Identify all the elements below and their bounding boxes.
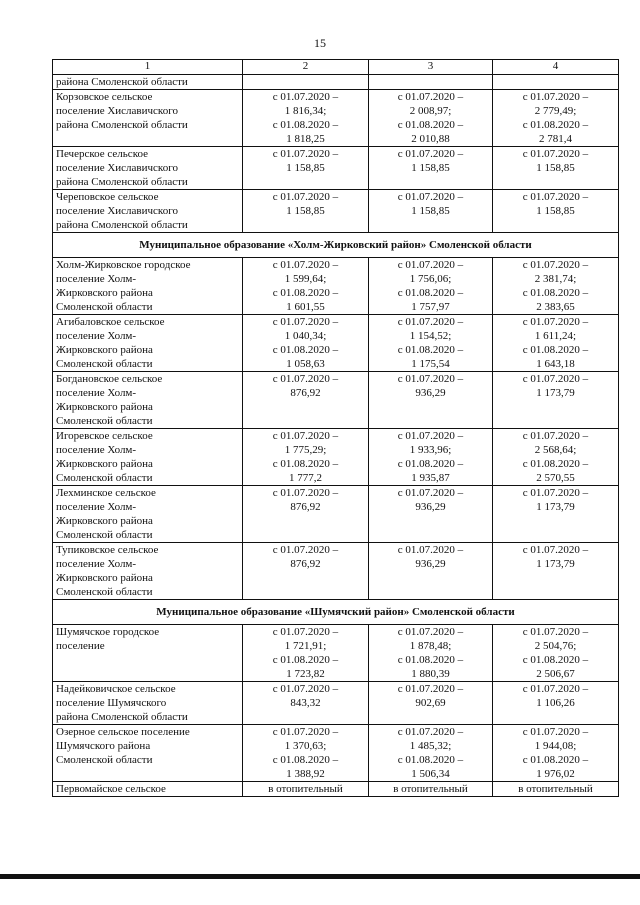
cell-line: 2 008,97;	[409, 105, 452, 117]
cell-line: 1 599,64;	[284, 273, 327, 285]
cell-line: 1 485,32;	[409, 740, 452, 752]
section-row	[53, 600, 619, 625]
tariff-cell-col4	[493, 90, 619, 147]
tariff-cell-col4	[493, 725, 619, 782]
cell-line: с 01.07.2020 –	[272, 316, 339, 328]
cell-line: 1 173,79	[536, 501, 575, 513]
cell-line: 2 506,67	[536, 668, 575, 680]
column-header-4: 4	[493, 60, 619, 75]
tariff-cell-col4	[493, 486, 619, 543]
cell-line: района Смоленской области	[56, 176, 188, 188]
cell-line: с 01.07.2020 –	[272, 91, 339, 103]
cell-line: с 01.08.2020 –	[397, 344, 464, 356]
table-row	[53, 543, 619, 600]
cell-line: 2 779,49;	[534, 105, 577, 117]
cell-line: 1 723,82	[286, 668, 325, 680]
cell-line: 876,92	[290, 501, 321, 513]
tariff-cell-col3	[369, 147, 493, 190]
cell-line: Смоленской области	[56, 301, 153, 313]
tariff-cell-col3	[369, 429, 493, 486]
cell-line: 1 040,34;	[284, 330, 327, 342]
tariff-cell-col4	[493, 625, 619, 682]
cell-line: с 01.07.2020 –	[397, 726, 464, 738]
tariff-cell-col2	[243, 682, 369, 725]
section-title: Муниципальное образование «Холм-Жирковский район» Смоленской области	[53, 233, 619, 258]
cell-line: с 01.07.2020 –	[272, 683, 339, 695]
settlement-name-cell	[53, 625, 243, 682]
cell-line: с 01.07.2020 –	[522, 373, 589, 385]
table-row	[53, 147, 619, 190]
cell-line: 1 388,92	[286, 768, 325, 780]
settlement-name-cell	[53, 725, 243, 782]
cell-line: с 01.07.2020 –	[397, 487, 464, 499]
cell-line: с 01.08.2020 –	[397, 287, 464, 299]
cell-line: с 01.07.2020 –	[397, 91, 464, 103]
cell-line: Богдановское сельское	[56, 373, 163, 385]
table-row	[53, 90, 619, 147]
cell-line: поселение Холм-	[56, 330, 137, 342]
cell-line: 1 976,02	[536, 768, 575, 780]
settlement-name-cell	[53, 147, 243, 190]
cell-line: с 01.08.2020 –	[522, 287, 589, 299]
cell-line: с 01.07.2020 –	[522, 626, 589, 638]
cell-line: 2 381,74;	[534, 273, 577, 285]
tariff-cell-col2	[243, 429, 369, 486]
cell-line: 1 158,85	[286, 162, 325, 174]
bottom-rule	[0, 874, 640, 879]
cell-line: 2 010,88	[411, 133, 450, 145]
tariff-cell-col2	[243, 75, 369, 90]
cell-line: с 01.08.2020 –	[522, 654, 589, 666]
cell-line: с 01.08.2020 –	[522, 119, 589, 131]
cell-line: 2 383,65	[536, 301, 575, 313]
tariff-cell-col4	[493, 75, 619, 90]
cell-line: с 01.07.2020 –	[272, 430, 339, 442]
cell-line: с 01.07.2020 –	[397, 148, 464, 160]
cell-line: 936,29	[415, 501, 446, 513]
cell-line: поселение Хиславичского	[56, 162, 178, 174]
cell-line: 936,29	[415, 387, 446, 399]
cell-line: Шумячское городское	[56, 626, 160, 638]
tariff-cell-col4	[493, 147, 619, 190]
cell-line: с 01.08.2020 –	[522, 458, 589, 470]
cell-line: 1 601,55	[286, 301, 325, 313]
cell-line: 902,69	[415, 697, 446, 709]
column-header-1: 1	[53, 60, 243, 75]
cell-line: поселение Холм-	[56, 501, 137, 513]
cell-line: поселение Хиславичского	[56, 105, 178, 117]
cell-line: 1 506,34	[411, 768, 450, 780]
cell-line: поселение Холм-	[56, 558, 137, 570]
table-row	[53, 372, 619, 429]
cell-line: с 01.07.2020 –	[522, 726, 589, 738]
cell-line: с 01.07.2020 –	[272, 487, 339, 499]
cell-line: Надейковичское сельское	[56, 683, 176, 695]
table-row	[53, 258, 619, 315]
settlement-name-cell	[53, 682, 243, 725]
cell-line: в отопительный	[393, 783, 468, 795]
cell-line: поселение Холм-	[56, 273, 137, 285]
cell-line: 1 106,26	[536, 697, 575, 709]
settlement-name-cell	[53, 372, 243, 429]
cell-line: Шумячского района	[56, 740, 151, 752]
cell-line: с 01.07.2020 –	[522, 487, 589, 499]
table-row	[53, 782, 619, 797]
cell-line: 1 173,79	[536, 558, 575, 570]
cell-line: с 01.07.2020 –	[522, 191, 589, 203]
cell-line: с 01.07.2020 –	[397, 683, 464, 695]
cell-line: с 01.08.2020 –	[272, 119, 339, 131]
cell-line: поселение Холм-	[56, 387, 137, 399]
tariff-cell-col2	[243, 486, 369, 543]
cell-line: с 01.07.2020 –	[272, 373, 339, 385]
settlement-name-cell	[53, 782, 243, 797]
cell-line: с 01.08.2020 –	[522, 344, 589, 356]
tariff-cell-col2	[243, 315, 369, 372]
tariff-cell-col3	[369, 682, 493, 725]
tariff-cell-col3	[369, 543, 493, 600]
cell-line: 1 777,2	[289, 472, 322, 484]
cell-line: с 01.08.2020 –	[272, 344, 339, 356]
tariff-cell-col2	[243, 725, 369, 782]
cell-line: 1 158,85	[286, 205, 325, 217]
table-row	[53, 625, 619, 682]
cell-line: с 01.07.2020 –	[397, 259, 464, 271]
tariff-cell-col3	[369, 486, 493, 543]
cell-line: Холм-Жирковское городское	[56, 259, 191, 271]
cell-line: с 01.07.2020 –	[522, 259, 589, 271]
cell-line: 1 175,54	[411, 358, 450, 370]
tariff-cell-col4	[493, 372, 619, 429]
table-row	[53, 190, 619, 233]
cell-line: с 01.07.2020 –	[522, 430, 589, 442]
tariff-cell-col4	[493, 782, 619, 797]
cell-line: Смоленской области	[56, 415, 153, 427]
cell-line: с 01.07.2020 –	[397, 430, 464, 442]
cell-line: Жирковского района	[56, 287, 153, 299]
settlement-name-cell	[53, 486, 243, 543]
cell-line: района Смоленской области	[56, 119, 188, 131]
settlement-name-cell	[53, 429, 243, 486]
cell-line: 936,29	[415, 558, 446, 570]
cell-line: Смоленской области	[56, 358, 153, 370]
cell-line: Жирковского района	[56, 401, 153, 413]
table-body	[53, 75, 619, 797]
tariff-cell-col2	[243, 190, 369, 233]
cell-line: района Смоленской области	[56, 711, 188, 723]
tariff-cell-col2	[243, 625, 369, 682]
cell-line: 1 611,24;	[534, 330, 577, 342]
tariff-cell-col3	[369, 782, 493, 797]
cell-line: Жирковского района	[56, 344, 153, 356]
tariff-cell-col2	[243, 90, 369, 147]
cell-line: с 01.08.2020 –	[522, 754, 589, 766]
cell-line: с 01.08.2020 –	[397, 458, 464, 470]
cell-line: 1 933,96;	[409, 444, 452, 456]
tariff-cell-col4	[493, 682, 619, 725]
table-row	[53, 75, 619, 90]
cell-line: Корзовское сельское	[56, 91, 153, 103]
cell-line: с 01.08.2020 –	[397, 754, 464, 766]
tariff-cell-col2	[243, 258, 369, 315]
cell-line: с 01.07.2020 –	[397, 626, 464, 638]
tariff-cell-col2	[243, 782, 369, 797]
column-header-2: 2	[243, 60, 369, 75]
cell-line: поселение Хиславичского	[56, 205, 178, 217]
tariff-cell-col3	[369, 258, 493, 315]
tariff-cell-col3	[369, 725, 493, 782]
cell-line: поселение Холм-	[56, 444, 137, 456]
cell-line: 1 944,08;	[534, 740, 577, 752]
cell-line: Смоленской области	[56, 472, 153, 484]
table-row	[53, 725, 619, 782]
cell-line: Тупиковское сельское	[56, 544, 159, 556]
tariff-cell-col3	[369, 90, 493, 147]
cell-line: 1 370,63;	[284, 740, 327, 752]
tariff-cell-col3	[369, 315, 493, 372]
cell-line: 2 781,4	[539, 133, 572, 145]
cell-line: 843,32	[290, 697, 321, 709]
cell-line: Озерное сельское поселение	[56, 726, 190, 738]
cell-line: 1 158,85	[411, 205, 450, 217]
tariff-cell-col4	[493, 543, 619, 600]
cell-line: с 01.07.2020 –	[272, 544, 339, 556]
cell-line: 1 643,18	[536, 358, 575, 370]
cell-line: с 01.07.2020 –	[272, 259, 339, 271]
cell-line: Смоленской области	[56, 586, 153, 598]
section-title: Муниципальное образование «Шумячский район» Смоленской области	[53, 600, 619, 625]
cell-line: с 01.07.2020 –	[522, 544, 589, 556]
tariff-cell-col4	[493, 429, 619, 486]
cell-line: в отопительный	[518, 783, 593, 795]
cell-line: в отопительный	[268, 783, 343, 795]
cell-line: 2 504,76;	[534, 640, 577, 652]
cell-line: 1 173,79	[536, 387, 575, 399]
cell-line: 876,92	[290, 558, 321, 570]
cell-line: с 01.07.2020 –	[522, 316, 589, 328]
settlement-name-cell	[53, 75, 243, 90]
cell-line: с 01.07.2020 –	[522, 91, 589, 103]
cell-line: Смоленской области	[56, 529, 153, 541]
cell-line: 1 158,85	[536, 162, 575, 174]
tariff-cell-col3	[369, 190, 493, 233]
cell-line: 1 721,91;	[284, 640, 327, 652]
section-row	[53, 233, 619, 258]
cell-line: Печерское сельское	[56, 148, 148, 160]
tariff-cell-col2	[243, 543, 369, 600]
tariff-cell-col2	[243, 372, 369, 429]
tariff-cell-col4	[493, 315, 619, 372]
cell-line: с 01.08.2020 –	[272, 458, 339, 470]
cell-line: с 01.08.2020 –	[272, 287, 339, 299]
column-header-3: 3	[369, 60, 493, 75]
settlement-name-cell	[53, 90, 243, 147]
tariff-cell-col2	[243, 147, 369, 190]
cell-line: с 01.08.2020 –	[272, 754, 339, 766]
cell-line: с 01.07.2020 –	[397, 373, 464, 385]
cell-line: с 01.07.2020 –	[397, 544, 464, 556]
settlement-name-cell	[53, 315, 243, 372]
table-row	[53, 429, 619, 486]
cell-line: с 01.08.2020 –	[397, 654, 464, 666]
table-row	[53, 486, 619, 543]
cell-line: 1 154,52;	[409, 330, 452, 342]
tariff-cell-col4	[493, 258, 619, 315]
cell-line: с 01.07.2020 –	[522, 683, 589, 695]
cell-line: с 01.07.2020 –	[272, 148, 339, 160]
cell-line: Первомайское сельское	[56, 783, 166, 795]
tariff-cell-col4	[493, 190, 619, 233]
cell-line: с 01.07.2020 –	[397, 316, 464, 328]
cell-line: Жирковского района	[56, 458, 153, 470]
settlement-name-cell	[53, 258, 243, 315]
cell-line: Жирковского района	[56, 515, 153, 527]
tariff-cell-col3	[369, 372, 493, 429]
cell-line: 876,92	[290, 387, 321, 399]
cell-line: поселение	[56, 640, 105, 652]
page-number: 15	[314, 36, 326, 50]
cell-line: 1 935,87	[411, 472, 450, 484]
settlement-name-cell	[53, 543, 243, 600]
tariff-cell-col3	[369, 625, 493, 682]
cell-line: с 01.07.2020 –	[272, 726, 339, 738]
cell-line: 1 775,29;	[284, 444, 327, 456]
table-header-row	[53, 60, 619, 75]
cell-line: Смоленской области	[56, 754, 153, 766]
cell-line: 1 880,39	[411, 668, 450, 680]
cell-line: Череповское сельское	[56, 191, 159, 203]
cell-line: Лехминское сельское	[56, 487, 156, 499]
cell-line: с 01.08.2020 –	[272, 654, 339, 666]
table-row	[53, 682, 619, 725]
cell-line: 2 568,64;	[534, 444, 577, 456]
settlement-name-cell	[53, 190, 243, 233]
table-row	[53, 315, 619, 372]
cell-line: с 01.07.2020 –	[397, 191, 464, 203]
cell-line: Игоревское сельское	[56, 430, 153, 442]
cell-line: 1 756,06;	[409, 273, 452, 285]
cell-line: с 01.08.2020 –	[397, 119, 464, 131]
cell-line: района Смоленской области	[56, 76, 188, 88]
cell-line: 1 058,63	[286, 358, 325, 370]
cell-line: с 01.07.2020 –	[272, 626, 339, 638]
cell-line: 1 816,34;	[284, 105, 327, 117]
tariff-table	[52, 59, 619, 797]
cell-line: с 01.07.2020 –	[522, 148, 589, 160]
cell-line: поселение Шумячского	[56, 697, 167, 709]
cell-line: Агибаловское сельское	[56, 316, 165, 328]
cell-line: 1 158,85	[536, 205, 575, 217]
cell-line: Жирковского района	[56, 572, 153, 584]
cell-line: 1 757,97	[411, 301, 450, 313]
tariff-cell-col3	[369, 75, 493, 90]
cell-line: 2 570,55	[536, 472, 575, 484]
cell-line: с 01.07.2020 –	[272, 191, 339, 203]
cell-line: 1 158,85	[411, 162, 450, 174]
cell-line: района Смоленской области	[56, 219, 188, 231]
cell-line: 1 818,25	[286, 133, 325, 145]
cell-line: 1 878,48;	[409, 640, 452, 652]
